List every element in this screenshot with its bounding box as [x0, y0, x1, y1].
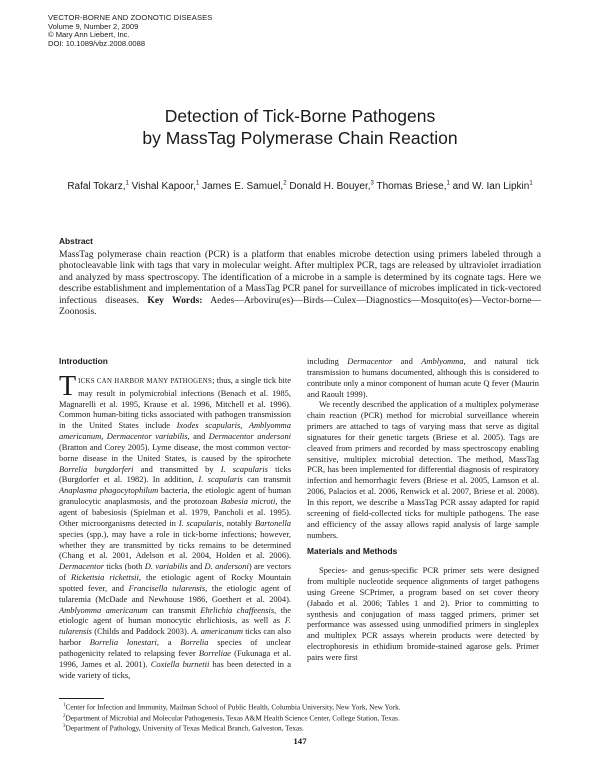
right-column: [307, 356, 539, 663]
journal-header: [48, 14, 212, 48]
left-column: [59, 356, 291, 680]
author: Rafal Tokarz,$^1$: [67, 181, 129, 193]
introduction-heading: Introduction: [59, 356, 108, 366]
title-line-1: Detection of Tick-Borne Pathogens: [164, 106, 436, 126]
author: Thomas Briese,$^1$: [376, 181, 450, 193]
methods-paragraph: Species- and genus-specific PCR primer sets were designed from multiple nucleotide sequence alignments of target pathogens using Greene SCPrimer, a program based on set cover theory (Jabado et al. 2006; Tables 1 and 2). Prior to committing to synthesis and conjugation of mass tagged primers, primer set performance was assessed using unmodified primers in singleplex and multiplex PCR assays wherein products were detected by electrophoresis in ethidium bromide-stained agarose gels. Primer pairs were first: [307, 565, 539, 662]
footnote-divider: [59, 698, 104, 699]
author: Vishal Kapoor,$^1$: [131, 181, 200, 193]
affiliation-footnotes: [63, 701, 543, 733]
journal-doi: DOI: 10.1089/vbz.2008.0088: [48, 38, 146, 48]
author: James E. Samuel,$^2$: [202, 181, 287, 193]
journal-volume: Volume 9, Number 2, 2009: [48, 21, 139, 31]
intro-paragraph: TICKS CAN HARBOR MANY PATHOGENS; thus, a single tick bite may result in polymicrobial infections (Benach et al. 1985, Magnarelli et al. 1995, Krause et al. 1996, Mitchell et al. 1996). Common human-biting ticks associated with pathogen transmission in the United States include Ixodes scapularis, Amblyomma americanum, Dermacentor variabilis, and Dermacentor andersoni (Bratton and Corey 2005). Lyme disease, the most common vector-borne disease in the United States, is caused by the spirochete Borrelia burgdorferi and transmitted by I. scapularis ticks (Burgdorfer et al. 1982). In addition, I. scapularis can transmit Anaplasma phagocytophilum bacteria, the etiologic agent of human granulocytic anaplasmosis, and the protozoan Babesia microti, the agent of babesiosis (Spielman et al. 1979, Pancholi et al. 1995). Other microorganisms detected in I. scapularis, notably Bartonella species (spp.), may have a role in tick-borne infections; however, whether they are transmitted by ticks remains to be determined (Chang et al. 2001, Adelson et al. 2004, Holden et al. 2006). Dermacentor ticks (both D. variabilis and D. andersoni) are vectors of Rickettsia rickettsii, the etiologic agent of Rocky Mountain spotted fever, and Francisella tularensis, the etiologic agent of tularemia (McDade and Newhouse 1986, Goethert et al. 2004). Amblyomma americanum can transmit Ehrlichia chaffeensis, the etiologic agent of human monocytic ehrlichiosis, as well as F. tularensis (Childs and Paddock 2003). A. americanum ticks can also harbor Borrelia lonestari, a Borrelia species of unclear pathogenicity related to relapsing fever Borreliae (Fukunaga et al. 1996, James et al. 2001). Coxiella burnetii has been detected in a wide variety of ticks,: [59, 370, 292, 680]
footnote: $^1$Center for Infection and Immunity, Mailman School of Public Health, Columbia University, New York, New York.: [63, 702, 401, 712]
footnote: $^3$Department of Pathology, University of Texas Medical Branch, Galveston, Texas.: [63, 723, 304, 733]
keywords-label: Key Words:: [147, 294, 203, 306]
abstract-heading: Abstract: [59, 236, 93, 246]
journal-copyright: © Mary Ann Liebert, Inc.: [48, 30, 130, 40]
keywords: Aedes—Arboviru(es)—Birds—Culex—Diagnostics—Mosquito(es)—Vector-borne—Zoonosis.: [59, 294, 541, 318]
author-list: [30, 178, 570, 193]
author: Donald H. Bouyer,$^3$: [289, 181, 374, 193]
article-title: [60, 105, 540, 149]
drop-cap: T: [59, 370, 77, 402]
intro-paragraph-continued: including Dermacentor and Amblyomma, and natural tick transmission to humans documented, although this is considered to contribute only a minor component of human acute Q fever (Maurin and Raoult 1999).: [307, 356, 540, 399]
methods-heading: Materials and Methods: [307, 546, 398, 557]
author: and W. Ian Lipkin$^1$: [452, 181, 533, 193]
footnote: $^2$Department of Microbial and Molecular Pathogenesis, Texas A&M Health Science Center, College Station, Texas.: [63, 713, 400, 723]
abstract-text: MassTag polymerase chain reaction (PCR) is a platform that enables microbe detection using primers labeled through a photocleavable link with tags that vary in molecular weight. After multiplex PCR, tags are released by ultraviolet irradiation and analyzed by mass spectroscopy. The identification of a microbe in a sample is determined by its cognate tags. Here we describe establishment and implementation of a MassTag PCR panel for surveillance of microbes implicated in tick-vectored infectious diseases. Key Words: Aedes—Arboviru(es)—Birds—Culex—Diagnostics—Mosquito(es)—Vector-borne—Zoonosis.: [59, 249, 541, 318]
page-number: 147: [293, 736, 307, 746]
journal-name: VECTOR-BORNE AND ZOONOTIC DISEASES: [48, 13, 213, 22]
intro-paragraph-2: We recently described the application of a multiplex polymerase chain reaction (PCR) method for microbial surveillance wherein primers are attached to tags of varying mass that serve as digital signatures for their genetic targets (Briese et al. 2005). Tags are cleaved from primers and recorded by mass spectroscopy enabling sensitive, multiplex microbial detection. The method, MassTag PCR, has been implemented for differential diagnosis of respiratory infection and hemorrhagic fevers (Briese et al. 2005, Lamson et al. 2006, Palacios et al. 2006, Renwick et al. 2007, Briese et al. 2008). In this report, we describe a MassTag PCR assay adapted for rapid screening of field-collected ticks for multiple pathogens. The ease and efficiency of the assay allows rapid analysis of large sample numbers.: [307, 399, 539, 540]
title-line-2: by MassTag Polymerase Chain Reaction: [142, 128, 458, 148]
